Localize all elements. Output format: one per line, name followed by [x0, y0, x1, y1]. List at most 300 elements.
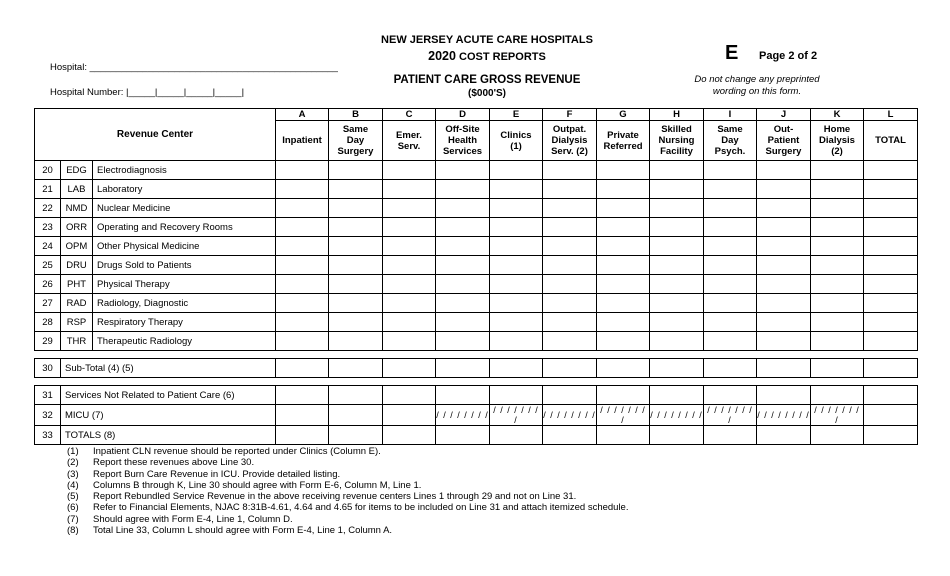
- input-cell[interactable]: [704, 359, 757, 378]
- hospital-number-field[interactable]: Hospital Number: |_____|_____|_____|_____|: [50, 87, 245, 98]
- input-cell[interactable]: [329, 332, 383, 351]
- revenue-code: NMD: [61, 199, 93, 218]
- column-letter: C: [383, 109, 436, 121]
- input-cell[interactable]: [329, 256, 383, 275]
- input-cell[interactable]: [276, 332, 329, 351]
- column-letter: A: [276, 109, 329, 121]
- column-letter: F: [543, 109, 597, 121]
- input-cell[interactable]: [704, 275, 757, 294]
- input-cell[interactable]: [811, 275, 864, 294]
- input-cell[interactable]: [864, 359, 918, 378]
- hatched-cell: / / / / / / / /: [436, 405, 490, 426]
- input-cell[interactable]: [490, 256, 543, 275]
- input-cell[interactable]: [329, 405, 383, 426]
- form-title: NEW JERSEY ACUTE CARE HOSPITALS: [381, 34, 593, 46]
- input-cell[interactable]: [757, 199, 811, 218]
- input-cell[interactable]: [650, 313, 704, 332]
- line-number: 20: [35, 161, 61, 180]
- input-cell[interactable]: [436, 180, 490, 199]
- input-cell[interactable]: [543, 256, 597, 275]
- input-cell[interactable]: [864, 294, 918, 313]
- input-cell[interactable]: [757, 218, 811, 237]
- input-cell[interactable]: [436, 332, 490, 351]
- input-cell[interactable]: [276, 405, 329, 426]
- row-label: MICU (7): [61, 405, 276, 426]
- input-cell[interactable]: [757, 237, 811, 256]
- input-cell[interactable]: [650, 332, 704, 351]
- input-cell[interactable]: [490, 313, 543, 332]
- input-cell[interactable]: [383, 161, 436, 180]
- revenue-name: Electrodiagnosis: [93, 161, 276, 180]
- column-header-line: Day: [721, 135, 739, 146]
- column-header: [757, 121, 811, 161]
- input-cell[interactable]: [704, 256, 757, 275]
- column-header-line: Skilled: [661, 124, 692, 135]
- input-cell[interactable]: [383, 180, 436, 199]
- footnote-number: (5): [67, 491, 79, 503]
- table-row: [35, 256, 918, 275]
- input-cell[interactable]: [757, 332, 811, 351]
- input-cell[interactable]: [490, 359, 543, 378]
- input-cell[interactable]: [704, 199, 757, 218]
- footnote: [67, 469, 628, 480]
- footnote-number: (8): [67, 525, 79, 537]
- footnote-number: (2): [67, 457, 79, 469]
- input-cell[interactable]: [436, 359, 490, 378]
- column-letter: B: [329, 109, 383, 121]
- input-cell[interactable]: [543, 199, 597, 218]
- input-cell[interactable]: [490, 218, 543, 237]
- input-cell[interactable]: [811, 313, 864, 332]
- revenue-code: DRU: [61, 256, 93, 275]
- input-cell[interactable]: [704, 386, 757, 405]
- input-cell[interactable]: [757, 359, 811, 378]
- column-header-line: (1): [510, 140, 522, 152]
- input-cell[interactable]: [650, 294, 704, 313]
- line-number: 23: [35, 218, 61, 237]
- input-cell[interactable]: [436, 426, 490, 445]
- input-cell[interactable]: [329, 386, 383, 405]
- revenue-name: Operating and Recovery Rooms: [93, 218, 276, 237]
- input-cell[interactable]: [383, 237, 436, 256]
- input-cell[interactable]: [650, 199, 704, 218]
- input-cell[interactable]: [864, 405, 918, 426]
- input-cell[interactable]: [811, 426, 864, 445]
- input-cell[interactable]: [864, 256, 918, 275]
- revenue-name: Radiology, Diagnostic: [93, 294, 276, 313]
- line-number: 28: [35, 313, 61, 332]
- input-cell[interactable]: [704, 294, 757, 313]
- row-label: Services Not Related to Patient Care (6): [61, 386, 276, 405]
- column-header-line: Surgery: [337, 146, 374, 157]
- input-cell[interactable]: [383, 313, 436, 332]
- column-header: [811, 121, 864, 161]
- revenue-code: RAD: [61, 294, 93, 313]
- line-number: 32: [35, 405, 61, 426]
- report-type: COST REPORTS: [459, 51, 546, 63]
- column-header-line: Home: [823, 124, 851, 135]
- input-cell[interactable]: [811, 386, 864, 405]
- table-row: [35, 237, 918, 256]
- input-cell[interactable]: [757, 294, 811, 313]
- footnote: [67, 491, 628, 502]
- column-header-line: Day: [346, 135, 365, 146]
- input-cell[interactable]: [490, 294, 543, 313]
- input-cell[interactable]: [543, 386, 597, 405]
- input-cell[interactable]: [704, 332, 757, 351]
- input-cell[interactable]: [597, 256, 650, 275]
- line-number: 33: [35, 426, 61, 445]
- footnote-text: Refer to Financial Elements, NJAC 8:31B-4.61, 4.64 and 4.65 for items to be included on Line 31 and attach itemized schedule.: [93, 502, 629, 514]
- input-cell[interactable]: [490, 180, 543, 199]
- column-header-line: Psych.: [714, 146, 746, 157]
- input-cell[interactable]: [864, 199, 918, 218]
- input-cell[interactable]: [436, 313, 490, 332]
- hatched-cell: / / / / / / / /: [811, 405, 864, 426]
- input-cell[interactable]: [597, 161, 650, 180]
- input-cell[interactable]: [597, 294, 650, 313]
- input-cell[interactable]: [811, 294, 864, 313]
- input-cell[interactable]: [757, 180, 811, 199]
- input-cell[interactable]: [811, 332, 864, 351]
- input-cell[interactable]: [276, 426, 329, 445]
- footnote-text: Columns B through K, Line 30 should agree with Form E-6, Column M, Line 1.: [93, 479, 422, 491]
- input-cell[interactable]: [490, 386, 543, 405]
- table-row: [35, 180, 918, 199]
- input-cell[interactable]: [383, 294, 436, 313]
- revenue-name: Nuclear Medicine: [93, 199, 276, 218]
- column-header-line: Dialysis: [819, 135, 855, 146]
- report-year: 2020: [428, 49, 456, 63]
- input-cell[interactable]: [543, 218, 597, 237]
- line-number: 21: [35, 180, 61, 199]
- hospital-field[interactable]: Hospital: _______________________________________________: [50, 62, 338, 73]
- footnotes: [67, 446, 628, 536]
- input-cell[interactable]: [597, 180, 650, 199]
- column-header-line: Facility: [660, 146, 693, 157]
- column-letter: J: [757, 109, 811, 121]
- footnote-text: Report Burn Care Revenue in ICU. Provide detailed listing.: [93, 468, 341, 480]
- section-title: PATIENT CARE GROSS REVENUE: [393, 74, 581, 86]
- input-cell[interactable]: [383, 386, 436, 405]
- subtotal-label: Sub-Total (4) (5): [61, 359, 276, 378]
- footnote-number: (1): [67, 446, 79, 457]
- input-cell[interactable]: [276, 313, 329, 332]
- footnote-text: Report these revenues above Line 30.: [93, 457, 255, 469]
- notice-line-2: wording on this form.: [712, 86, 802, 97]
- form-letter: E: [725, 42, 739, 64]
- line-number: 22: [35, 199, 61, 218]
- input-cell[interactable]: [383, 199, 436, 218]
- revenue-name: Physical Therapy: [93, 275, 276, 294]
- column-header: [329, 121, 383, 161]
- input-cell[interactable]: [597, 275, 650, 294]
- input-cell[interactable]: [864, 180, 918, 199]
- input-cell[interactable]: [329, 426, 383, 445]
- input-cell[interactable]: [650, 237, 704, 256]
- column-header-line: Outpat.: [552, 124, 587, 135]
- footnote: [67, 457, 628, 468]
- input-cell[interactable]: [597, 359, 650, 378]
- input-cell[interactable]: [276, 256, 329, 275]
- input-cell[interactable]: [436, 161, 490, 180]
- column-header-line: Services: [442, 146, 483, 157]
- input-cell[interactable]: [864, 237, 918, 256]
- input-cell[interactable]: [811, 237, 864, 256]
- input-cell[interactable]: [329, 218, 383, 237]
- input-cell[interactable]: [329, 275, 383, 294]
- input-cell[interactable]: [276, 294, 329, 313]
- page-number: Page 2 of 2: [759, 50, 818, 62]
- input-cell[interactable]: [704, 237, 757, 256]
- revenue-code: OPM: [61, 237, 93, 256]
- input-cell[interactable]: [543, 180, 597, 199]
- input-cell[interactable]: [436, 275, 490, 294]
- footnote-text: Report Rebundled Service Revenue in the above receiving revenue centers Lines 1 through 29 and not on Line 31.: [93, 491, 577, 503]
- input-cell[interactable]: [597, 426, 650, 445]
- revenue-name: Drugs Sold to Patients: [93, 256, 276, 275]
- input-cell[interactable]: [436, 237, 490, 256]
- input-cell[interactable]: [543, 359, 597, 378]
- column-header-line: Health: [447, 135, 478, 146]
- input-cell[interactable]: [276, 218, 329, 237]
- input-cell[interactable]: [597, 332, 650, 351]
- input-cell[interactable]: [704, 426, 757, 445]
- column-header-line: Clinics: [500, 129, 532, 141]
- input-cell[interactable]: [490, 426, 543, 445]
- column-header-line: Nursing: [658, 135, 695, 146]
- table-row: [35, 199, 918, 218]
- footnote-number: (6): [67, 502, 79, 514]
- hatched-cell: / / / / / / / /: [704, 405, 757, 426]
- revenue-center-header: Revenue Center: [35, 109, 276, 161]
- column-header: [543, 121, 597, 161]
- column-header-line: Referred: [603, 140, 643, 152]
- input-cell[interactable]: [276, 237, 329, 256]
- input-cell[interactable]: [704, 313, 757, 332]
- input-cell[interactable]: [597, 313, 650, 332]
- input-cell[interactable]: [543, 426, 597, 445]
- input-cell[interactable]: [757, 256, 811, 275]
- input-cell[interactable]: [383, 405, 436, 426]
- input-cell[interactable]: [329, 237, 383, 256]
- row-label: TOTALS (8): [61, 426, 276, 445]
- input-cell[interactable]: [864, 386, 918, 405]
- table-row: [35, 386, 918, 405]
- column-header-line: Same: [717, 124, 743, 135]
- input-cell[interactable]: [490, 332, 543, 351]
- input-cell[interactable]: [276, 161, 329, 180]
- hatched-cell: / / / / / / / /: [650, 405, 704, 426]
- input-cell[interactable]: [704, 180, 757, 199]
- input-cell[interactable]: [329, 161, 383, 180]
- hatched-cell: / / / / / / / /: [757, 405, 811, 426]
- input-cell[interactable]: [864, 161, 918, 180]
- input-cell[interactable]: [650, 359, 704, 378]
- input-cell[interactable]: [864, 313, 918, 332]
- line-number: 24: [35, 237, 61, 256]
- footnote: [67, 446, 628, 457]
- revenue-code: LAB: [61, 180, 93, 199]
- input-cell[interactable]: [704, 161, 757, 180]
- line-number: 26: [35, 275, 61, 294]
- column-header-line: Surgery: [765, 146, 802, 157]
- input-cell[interactable]: [383, 359, 436, 378]
- column-header-line: Serv. (2): [551, 146, 588, 157]
- input-cell[interactable]: [383, 275, 436, 294]
- input-cell[interactable]: [383, 426, 436, 445]
- input-cell[interactable]: [276, 199, 329, 218]
- input-cell[interactable]: [276, 359, 329, 378]
- column-header: [436, 121, 490, 161]
- column-header-line: Off-Site: [445, 124, 480, 135]
- input-cell[interactable]: [650, 256, 704, 275]
- input-cell[interactable]: [597, 199, 650, 218]
- column-header: [383, 121, 436, 161]
- column-header-line: Inpatient: [282, 135, 322, 146]
- input-cell[interactable]: [757, 426, 811, 445]
- input-cell[interactable]: [329, 199, 383, 218]
- row-gap: [35, 378, 918, 386]
- hatched-cell: / / / / / / / /: [490, 405, 543, 426]
- footnote: [67, 514, 628, 525]
- input-cell[interactable]: [811, 256, 864, 275]
- row-gap: [35, 351, 918, 359]
- table-row: [35, 294, 918, 313]
- revenue-name: Other Physical Medicine: [93, 237, 276, 256]
- input-cell[interactable]: [543, 237, 597, 256]
- input-cell[interactable]: [704, 218, 757, 237]
- input-cell[interactable]: [597, 386, 650, 405]
- column-letter: E: [490, 109, 543, 121]
- units-label: ($000'S): [468, 88, 506, 99]
- revenue-code: PHT: [61, 275, 93, 294]
- table-row: [35, 313, 918, 332]
- line-number: 29: [35, 332, 61, 351]
- table-row: [35, 426, 918, 445]
- input-cell[interactable]: [329, 294, 383, 313]
- input-cell[interactable]: [650, 161, 704, 180]
- revenue-code: EDG: [61, 161, 93, 180]
- footnote-number: (7): [67, 513, 79, 525]
- input-cell[interactable]: [383, 218, 436, 237]
- input-cell[interactable]: [329, 180, 383, 199]
- column-header-line: (2): [831, 146, 843, 157]
- input-cell[interactable]: [864, 332, 918, 351]
- input-cell[interactable]: [597, 218, 650, 237]
- input-cell[interactable]: [757, 161, 811, 180]
- input-cell[interactable]: [811, 180, 864, 199]
- input-cell[interactable]: [436, 218, 490, 237]
- input-cell[interactable]: [811, 359, 864, 378]
- hatched-cell: / / / / / / / /: [597, 405, 650, 426]
- column-letter: K: [811, 109, 864, 121]
- table-row: [35, 275, 918, 294]
- input-cell[interactable]: [490, 237, 543, 256]
- revenue-code: RSP: [61, 313, 93, 332]
- input-cell[interactable]: [543, 161, 597, 180]
- revenue-code: ORR: [61, 218, 93, 237]
- input-cell[interactable]: [811, 161, 864, 180]
- input-cell[interactable]: [276, 275, 329, 294]
- input-cell[interactable]: [383, 332, 436, 351]
- input-cell[interactable]: [650, 386, 704, 405]
- column-header: [597, 121, 650, 161]
- input-cell[interactable]: [436, 386, 490, 405]
- column-letter: I: [704, 109, 757, 121]
- input-cell[interactable]: [383, 256, 436, 275]
- input-cell[interactable]: [543, 332, 597, 351]
- input-cell[interactable]: [864, 218, 918, 237]
- input-cell[interactable]: [543, 294, 597, 313]
- input-cell[interactable]: [650, 218, 704, 237]
- input-cell[interactable]: [436, 294, 490, 313]
- footnote: [67, 480, 628, 491]
- column-letter-row: [35, 109, 918, 121]
- line-number: 27: [35, 294, 61, 313]
- revenue-table: [34, 108, 918, 445]
- gap-cell: [35, 378, 918, 386]
- table-row: [35, 405, 918, 426]
- column-header-line: Serv.: [397, 140, 421, 152]
- column-header: [704, 121, 757, 161]
- input-cell[interactable]: [543, 313, 597, 332]
- footnote-text: Should agree with Form E-4, Line 1, Column D.: [93, 513, 293, 525]
- input-cell[interactable]: [864, 275, 918, 294]
- input-cell[interactable]: [329, 359, 383, 378]
- input-cell[interactable]: [490, 161, 543, 180]
- revenue-code: THR: [61, 332, 93, 351]
- input-cell[interactable]: [276, 386, 329, 405]
- column-header-line: Same: [342, 124, 369, 135]
- line-number: 30: [35, 359, 61, 378]
- input-cell[interactable]: [757, 386, 811, 405]
- column-header-line: TOTAL: [875, 135, 906, 146]
- input-cell[interactable]: [543, 275, 597, 294]
- table-row: [35, 161, 918, 180]
- column-header: [276, 121, 329, 161]
- input-cell[interactable]: [650, 426, 704, 445]
- column-letter: D: [436, 109, 490, 121]
- input-cell[interactable]: [650, 180, 704, 199]
- footnote-text: Inpatient CLN revenue should be reported under Clinics (Column E).: [93, 446, 381, 457]
- column-header: [650, 121, 704, 161]
- input-cell[interactable]: [597, 237, 650, 256]
- line-number: 25: [35, 256, 61, 275]
- column-header-line: Private: [607, 129, 639, 141]
- input-cell[interactable]: [757, 313, 811, 332]
- column-header: [864, 121, 918, 161]
- column-header-line: Out-: [773, 124, 794, 135]
- input-cell[interactable]: [864, 426, 918, 445]
- input-cell[interactable]: [490, 199, 543, 218]
- footnote: [67, 502, 628, 513]
- form-subtitle-year: [337, 49, 637, 63]
- input-cell[interactable]: [329, 313, 383, 332]
- input-cell[interactable]: [811, 218, 864, 237]
- column-header-line: Patient: [767, 135, 800, 146]
- hatched-cell: / / / / / / / /: [543, 405, 597, 426]
- input-cell[interactable]: [490, 275, 543, 294]
- input-cell[interactable]: [436, 199, 490, 218]
- input-cell[interactable]: [757, 275, 811, 294]
- input-cell[interactable]: [276, 180, 329, 199]
- revenue-name: Therapeutic Radiology: [93, 332, 276, 351]
- input-cell[interactable]: [436, 256, 490, 275]
- input-cell[interactable]: [811, 199, 864, 218]
- footnote: [67, 525, 628, 536]
- input-cell[interactable]: [650, 275, 704, 294]
